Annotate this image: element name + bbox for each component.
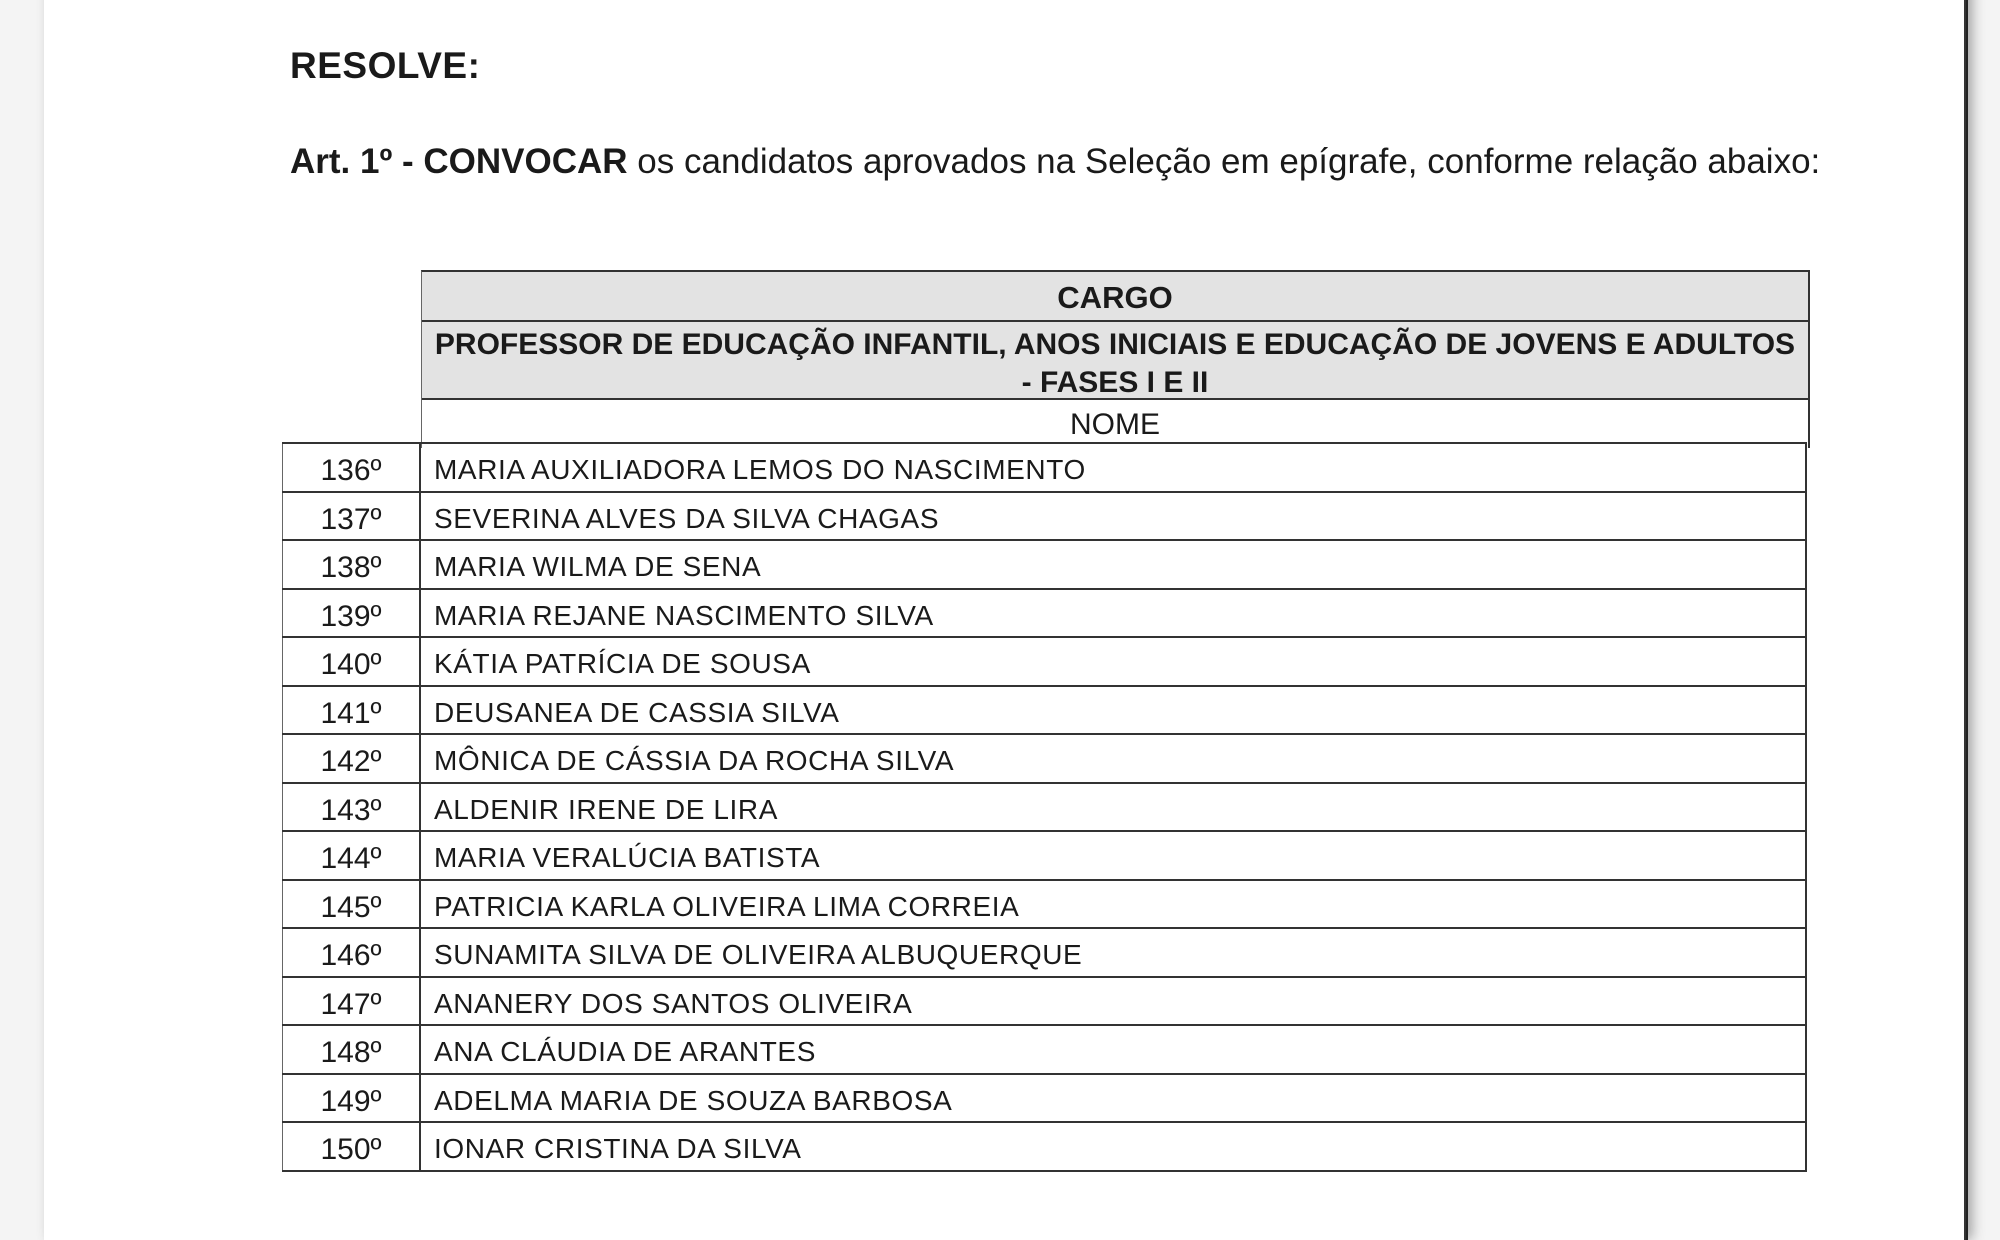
candidate-name-cell: PATRICIA KARLA OLIVEIRA LIMA CORREIA	[421, 881, 1807, 928]
rank-cell: 150º	[282, 1123, 421, 1170]
candidate-name-cell: MARIA REJANE NASCIMENTO SILVA	[421, 590, 1807, 637]
table-row	[282, 1075, 1807, 1124]
table-row	[282, 493, 1807, 542]
candidate-name-cell: SUNAMITA SILVA DE OLIVEIRA ALBUQUERQUE	[421, 929, 1807, 976]
candidate-name-cell: MARIA VERALÚCIA BATISTA	[421, 832, 1807, 879]
article-label: Art. 1º -	[290, 142, 414, 181]
table-row	[282, 638, 1807, 687]
table-row	[282, 687, 1807, 736]
table-row	[282, 978, 1807, 1027]
candidate-name-cell: ANA CLÁUDIA DE ARANTES	[421, 1026, 1807, 1073]
rank-cell: 141º	[282, 687, 421, 734]
position-title: PROFESSOR DE EDUCAÇÃO INFANTIL, ANOS INICIAIS E EDUCAÇÃO DE JOVENS E ADULTOS - FASES I E II	[422, 322, 1808, 400]
name-column-header: NOME	[1070, 408, 1160, 441]
table-row	[282, 1026, 1807, 1075]
rank-cell: 145º	[282, 881, 421, 928]
candidate-name-cell: DEUSANEA DE CASSIA SILVA	[421, 687, 1807, 734]
candidate-name-cell: ANANERY DOS SANTOS OLIVEIRA	[421, 978, 1807, 1025]
document-page	[44, 0, 1966, 1240]
table-row	[282, 590, 1807, 639]
rank-cell: 137º	[282, 493, 421, 540]
table-row	[282, 929, 1807, 978]
table-header	[421, 270, 1810, 448]
table-row	[282, 881, 1807, 930]
candidate-name-cell: ALDENIR IRENE DE LIRA	[421, 784, 1807, 831]
rank-cell: 143º	[282, 784, 421, 831]
rank-cell: 146º	[282, 929, 421, 976]
rank-cell: 149º	[282, 1075, 421, 1122]
rank-cell: 136º	[282, 444, 421, 491]
table-body	[282, 442, 1807, 1172]
candidate-name-cell: KÁTIA PATRÍCIA DE SOUSA	[421, 638, 1807, 685]
rank-cell: 138º	[282, 541, 421, 588]
table-row	[282, 832, 1807, 881]
rank-cell: 139º	[282, 590, 421, 637]
candidate-name-cell: SEVERINA ALVES DA SILVA CHAGAS	[421, 493, 1807, 540]
rank-cell: 140º	[282, 638, 421, 685]
candidate-name-cell: MÔNICA DE CÁSSIA DA ROCHA SILVA	[421, 735, 1807, 782]
cargo-header: CARGO	[422, 272, 1808, 322]
table-row	[282, 444, 1807, 493]
article-verb: CONVOCAR	[423, 142, 628, 181]
rank-cell: 142º	[282, 735, 421, 782]
article-1-paragraph	[290, 142, 1820, 182]
candidate-name-cell: MARIA WILMA DE SENA	[421, 541, 1807, 588]
candidate-name-cell: ADELMA MARIA DE SOUZA BARBOSA	[421, 1075, 1807, 1122]
table-row	[282, 541, 1807, 590]
resolve-heading: RESOLVE:	[290, 45, 481, 86]
rank-cell: 147º	[282, 978, 421, 1025]
rank-cell: 144º	[282, 832, 421, 879]
candidate-name-cell: IONAR CRISTINA DA SILVA	[421, 1123, 1807, 1170]
table-row	[282, 735, 1807, 784]
rank-cell: 148º	[282, 1026, 421, 1073]
table-row	[282, 784, 1807, 833]
table-row	[282, 1123, 1807, 1172]
article-text: os candidatos aprovados na Seleção em epígrafe, conforme relação abaixo:	[637, 142, 1821, 181]
candidate-name-cell: MARIA AUXILIADORA LEMOS DO NASCIMENTO	[421, 444, 1807, 491]
